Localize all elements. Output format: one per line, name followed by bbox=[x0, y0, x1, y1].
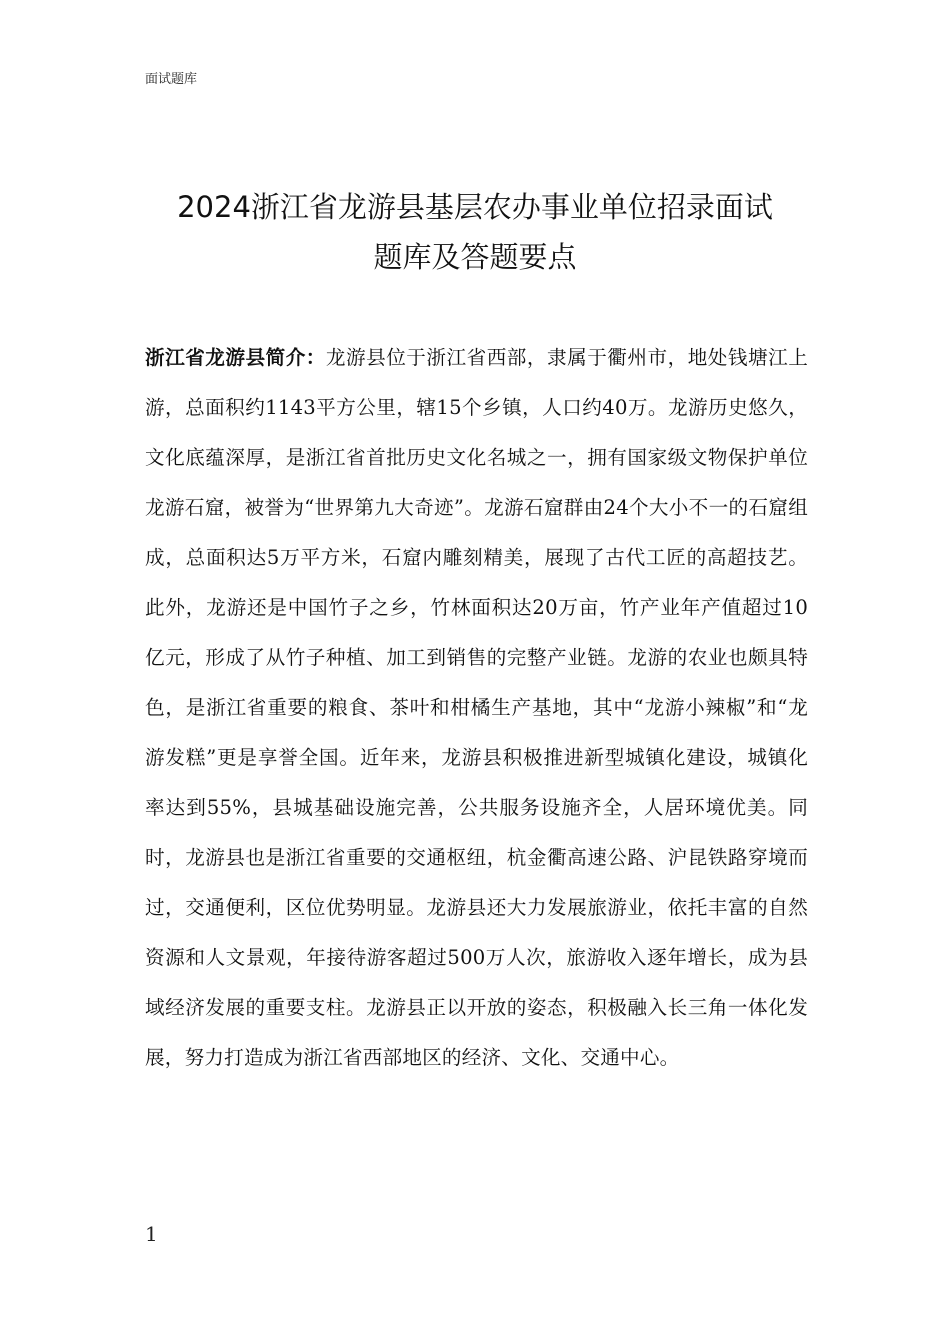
intro-lead: 浙江省龙游县简介： bbox=[145, 346, 326, 369]
header-label: 面试题库 bbox=[145, 72, 198, 87]
intro-text: 龙游县位于浙江省西部，隶属于衢州市，地处钱塘江上游，总面积约1143平方公里，辖15个乡镇，人口约40万。龙游历史悠久，文化底蕴深厚，是浙江省首批历史文化名城之一，拥有国家级文物保护单位龙游石窟，被誉为“世界第九大奇迹”。龙游石窟群由24个大小不一的石窟组成，总面积达5万平方米，石窟内雕刻精美，展现了古代工匠的高超技艺。此外，龙游还是中国竹子之乡，竹林面积达20万亩，竹产业年产值超过10亿元，形成了从竹子种植、加工到销售的完整产业链。龙游的农业也颇具特色，是浙江省重要的粮食、茶叶和柑橘生产基地，其中“龙游小辣椒”和“龙游发糕”更是享誉全国。近年来，龙游县积极推进新型城镇化建设，城镇化率达到55%，县城基础设施完善，公共服务设施齐全，人居环境优美。同时，龙游县也是浙江省重要的交通枢纽，杭金衢高速公路、沪昆铁路穿境而过，交通便利，区位优势明显。龙游县还大力发展旅游业，依托丰富的自然资源和人文景观，年接待游客超过500万人次，旅游收入逐年增长，成为县域经济发展的重要支柱。龙游县正以开放的姿态，积极融入长三角一体化发展，努力打造成为浙江省西部地区的经济、文化、交通中心。 bbox=[145, 346, 808, 1069]
document-title bbox=[120, 182, 830, 282]
title-line-2: 题库及答题要点 bbox=[373, 240, 577, 274]
page-number: 1 bbox=[145, 1222, 158, 1246]
title-line-1: 2024浙江省龙游县基层农办事业单位招录面试 bbox=[177, 190, 773, 224]
intro-paragraph bbox=[145, 333, 808, 1083]
